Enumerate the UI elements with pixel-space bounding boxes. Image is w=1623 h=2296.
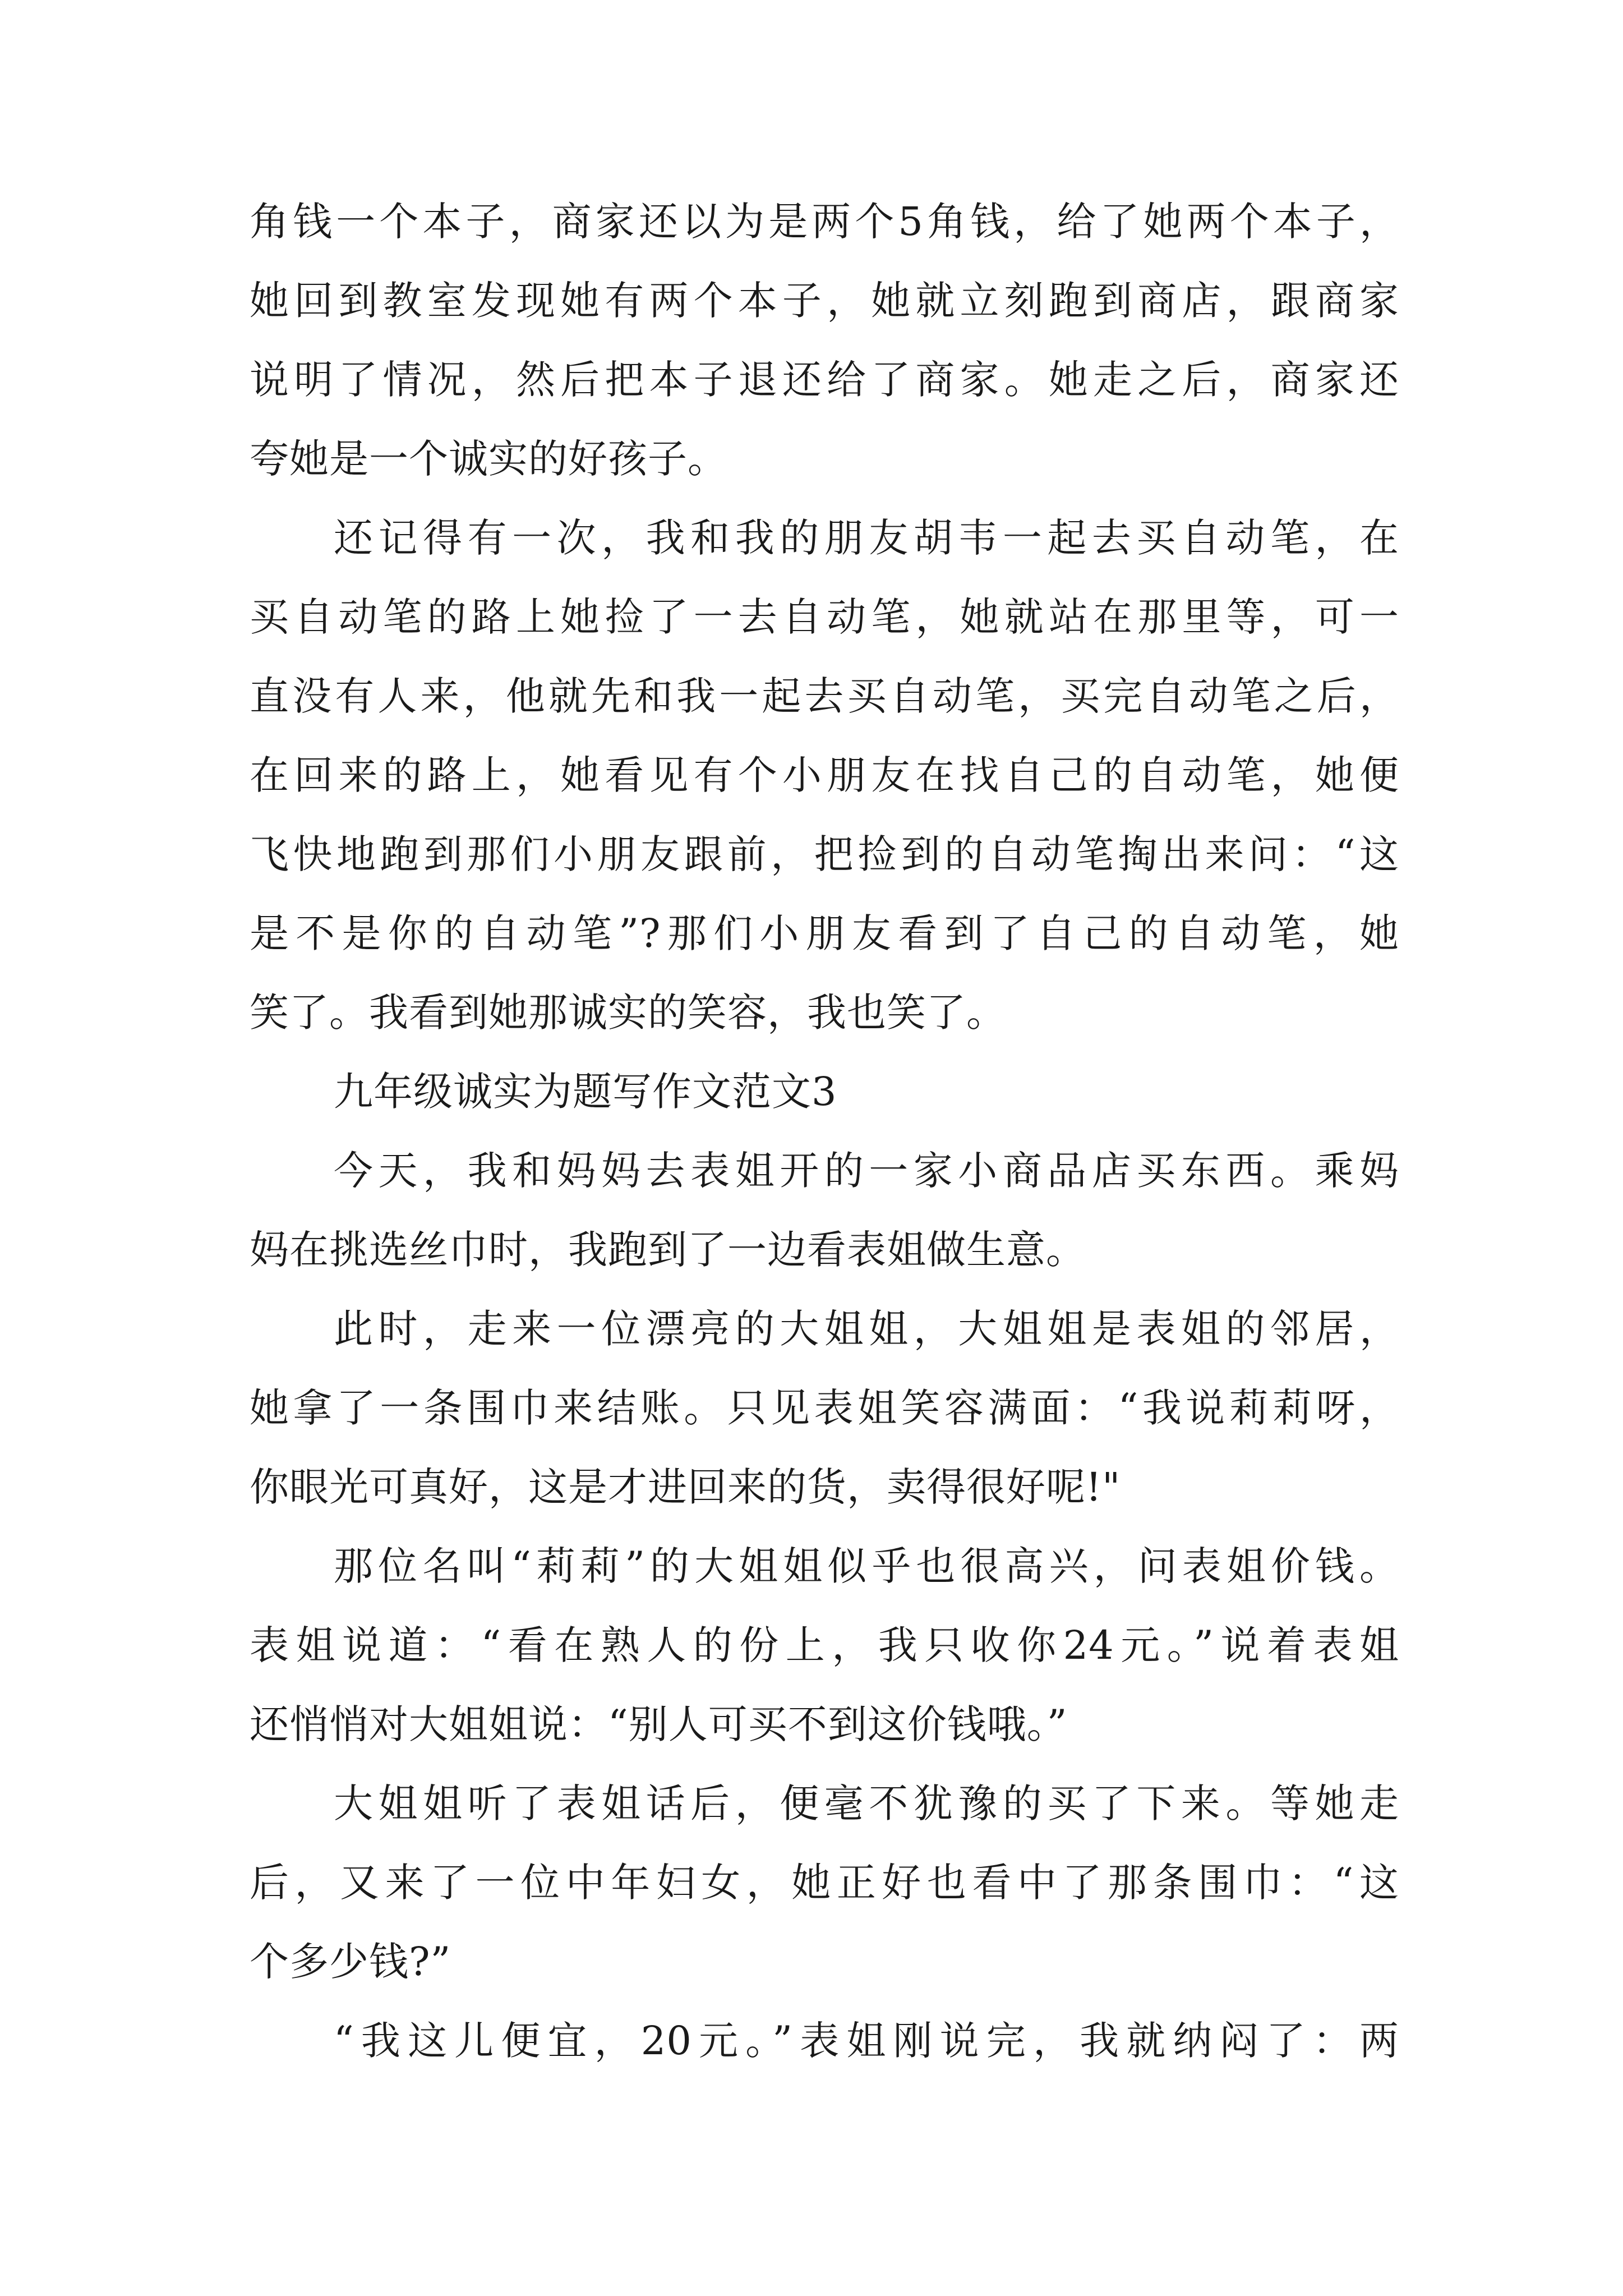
paragraph-start-line: 大姐姐听了表姐话后，便毫不犹豫的买了下来。等她走 — [334, 1780, 1399, 1826]
paragraph-start-line: 那位名叫“莉莉”的大姐姐似乎也很高兴，问表姐价钱。 — [334, 1543, 1399, 1589]
text-line: 她拿了一条围巾来结账。只见表姐笑容满面：“我说莉莉呀， — [250, 1385, 1399, 1431]
paragraph-start-line: 此时，走来一位漂亮的大姐姐，大姐姐是表姐的邻居， — [334, 1306, 1399, 1352]
text-line: 个多少钱?” — [250, 1939, 451, 1985]
text-line: 表姐说道：“看在熟人的份上，我只收你24元。”说着表姐 — [250, 1622, 1399, 1668]
text-line: 夸她是一个诚实的好孩子。 — [250, 436, 727, 482]
paragraph-start-line: “我这儿便宜，20元。”表姐刚说完，我就纳闷了：两 — [334, 2018, 1399, 2064]
text-line: 飞快地跑到那们小朋友跟前，把捡到的自动笔掏出来问：“这 — [250, 831, 1399, 877]
section-heading: 九年级诚实为题写作文范文3 — [334, 1069, 837, 1115]
text-line: 说明了情况，然后把本子退还给了商家。她走之后，商家还 — [250, 357, 1399, 403]
text-line: 后，又来了一位中年妇女，她正好也看中了那条围巾：“这 — [250, 1860, 1399, 1906]
text-line: 在回来的路上，她看见有个小朋友在找自己的自动笔，她便 — [250, 752, 1399, 798]
paragraph-start-line: 还记得有一次，我和我的朋友胡韦一起去买自动笔，在 — [334, 515, 1399, 561]
text-line: 笑了。我看到她那诚实的笑容，我也笑了。 — [250, 990, 1006, 1036]
paragraph-start-line: 今天，我和妈妈去表姐开的一家小商品店买东西。乘妈 — [334, 1148, 1399, 1194]
text-line: 是不是你的自动笔”?那们小朋友看到了自己的自动笔，她 — [250, 910, 1399, 956]
text-line: 角钱一个本子，商家还以为是两个5角钱，给了她两个本子， — [250, 199, 1399, 245]
text-line: 直没有人来，他就先和我一起去买自动笔，买完自动笔之后， — [250, 673, 1399, 719]
text-line: 她回到教室发现她有两个本子，她就立刻跑到商店，跟商家 — [250, 278, 1399, 324]
text-line: 妈在挑选丝巾时，我跑到了一边看表姐做生意。 — [250, 1227, 1086, 1273]
text-line: 还悄悄对大姐姐说：“别人可买不到这价钱哦。” — [250, 1701, 1068, 1747]
text-line: 你眼光可真好，这是才进回来的货，卖得很好呢!" — [250, 1464, 1121, 1510]
document-page — [250, 182, 1399, 2081]
text-line: 买自动笔的路上她捡了一去自动笔，她就站在那里等，可一 — [250, 594, 1399, 640]
